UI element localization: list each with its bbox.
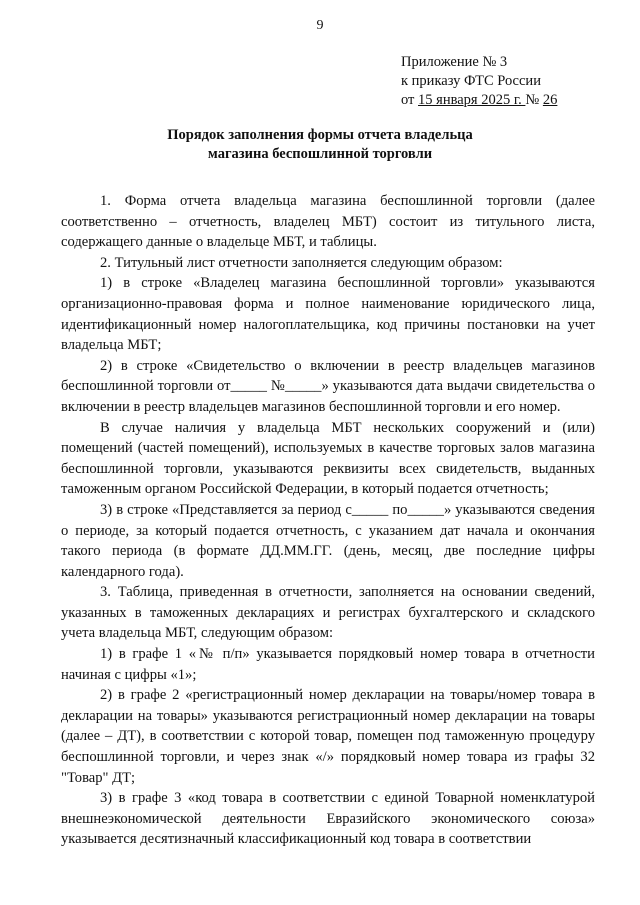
order-date: 15 января 2025 г. bbox=[418, 92, 526, 108]
paragraph: 2. Титульный лист отчетности заполняется следующим образом: bbox=[100, 254, 503, 271]
number-sign: № bbox=[525, 92, 543, 108]
document-title bbox=[0, 126, 640, 164]
appendix-header bbox=[401, 53, 557, 110]
paragraph: 1) в графе 1 «№ п/п» указывается порядковый номер товара в отчетности начиная с цифры «1»; bbox=[61, 646, 595, 683]
paragraph: 3) в графе 3 «код товара в соответствии с единой Товарной номенклатурой внешнеэкономической деятельности Евразийского экономического союза» указывается десятизначный классификационный код товара в соответствии bbox=[61, 790, 595, 848]
order-number: 26 bbox=[542, 92, 558, 108]
title-line-1: Порядок заполнения формы отчета владельца bbox=[167, 127, 473, 143]
page-number: 9 bbox=[316, 18, 324, 33]
paragraph: 1. Форма отчета владельца магазина беспошлинной торговли (далее соответственно – отчетность, владелец МБТ) состоит из титульного листа, содержащего данные о владельце МБТ, и таблицы. bbox=[61, 193, 595, 251]
paragraph: 3) в строке «Представляется за период с_____ по_____» указываются сведения о периоде, за который подается отчетность, с указанием дат начала и окончания такого периода (в формате ДД.ММ.ГГ. (день, месяц, две последние цифры календарного года). bbox=[61, 501, 595, 580]
paragraph: В случае наличия у владельца МБТ нескольких сооружений и (или) помещений (частей помещений), используемых в качестве торговых залов магазина беспошлинной торговли, указываются реквизиты всех свидетельств, выданных таможенным органом Российской Федерации, в который подается отчетность; bbox=[61, 419, 595, 498]
appendix-order-ref: к приказу ФТС России bbox=[401, 73, 541, 89]
document-body bbox=[61, 191, 595, 850]
appendix-date-line bbox=[401, 91, 557, 110]
paragraph: 2) в графе 2 «регистрационный номер декларации на товары/номер товара в декларации на товары» указываются регистрационный номер декларации на товары (далее – ДТ), в соответствии с которой товар, помещен под таможенную процедуру беспошлинной торговли, и через знак «/» порядковый номер товара из графы 32 "Товар" ДТ; bbox=[61, 687, 595, 786]
title-line-2: магазина беспошлинной торговли bbox=[207, 146, 433, 162]
appendix-number: Приложение № 3 bbox=[401, 54, 508, 70]
paragraph: 3. Таблица, приведенная в отчетности, заполняется на основании сведений, указанных в таможенных декларациях и регистрах бухгалтерского и складского учета владельца МБТ, следующим образом: bbox=[61, 584, 595, 642]
paragraph: 2) в строке «Свидетельство о включении в реестр владельцев магазинов беспошлинной торговли от_____ №_____» указываются дата выдачи свидетельства о включении в реестр владельцев магазинов беспошлинной торговли и его номер. bbox=[61, 357, 595, 415]
date-prefix: от bbox=[401, 92, 419, 108]
paragraph: 1) в строке «Владелец магазина беспошлинной торговли» указываются организационно-правовая форма и полное наименование юридического лица, идентификационный номер налогоплательщика, код причины постановки на учет владельца МБТ; bbox=[61, 275, 595, 354]
